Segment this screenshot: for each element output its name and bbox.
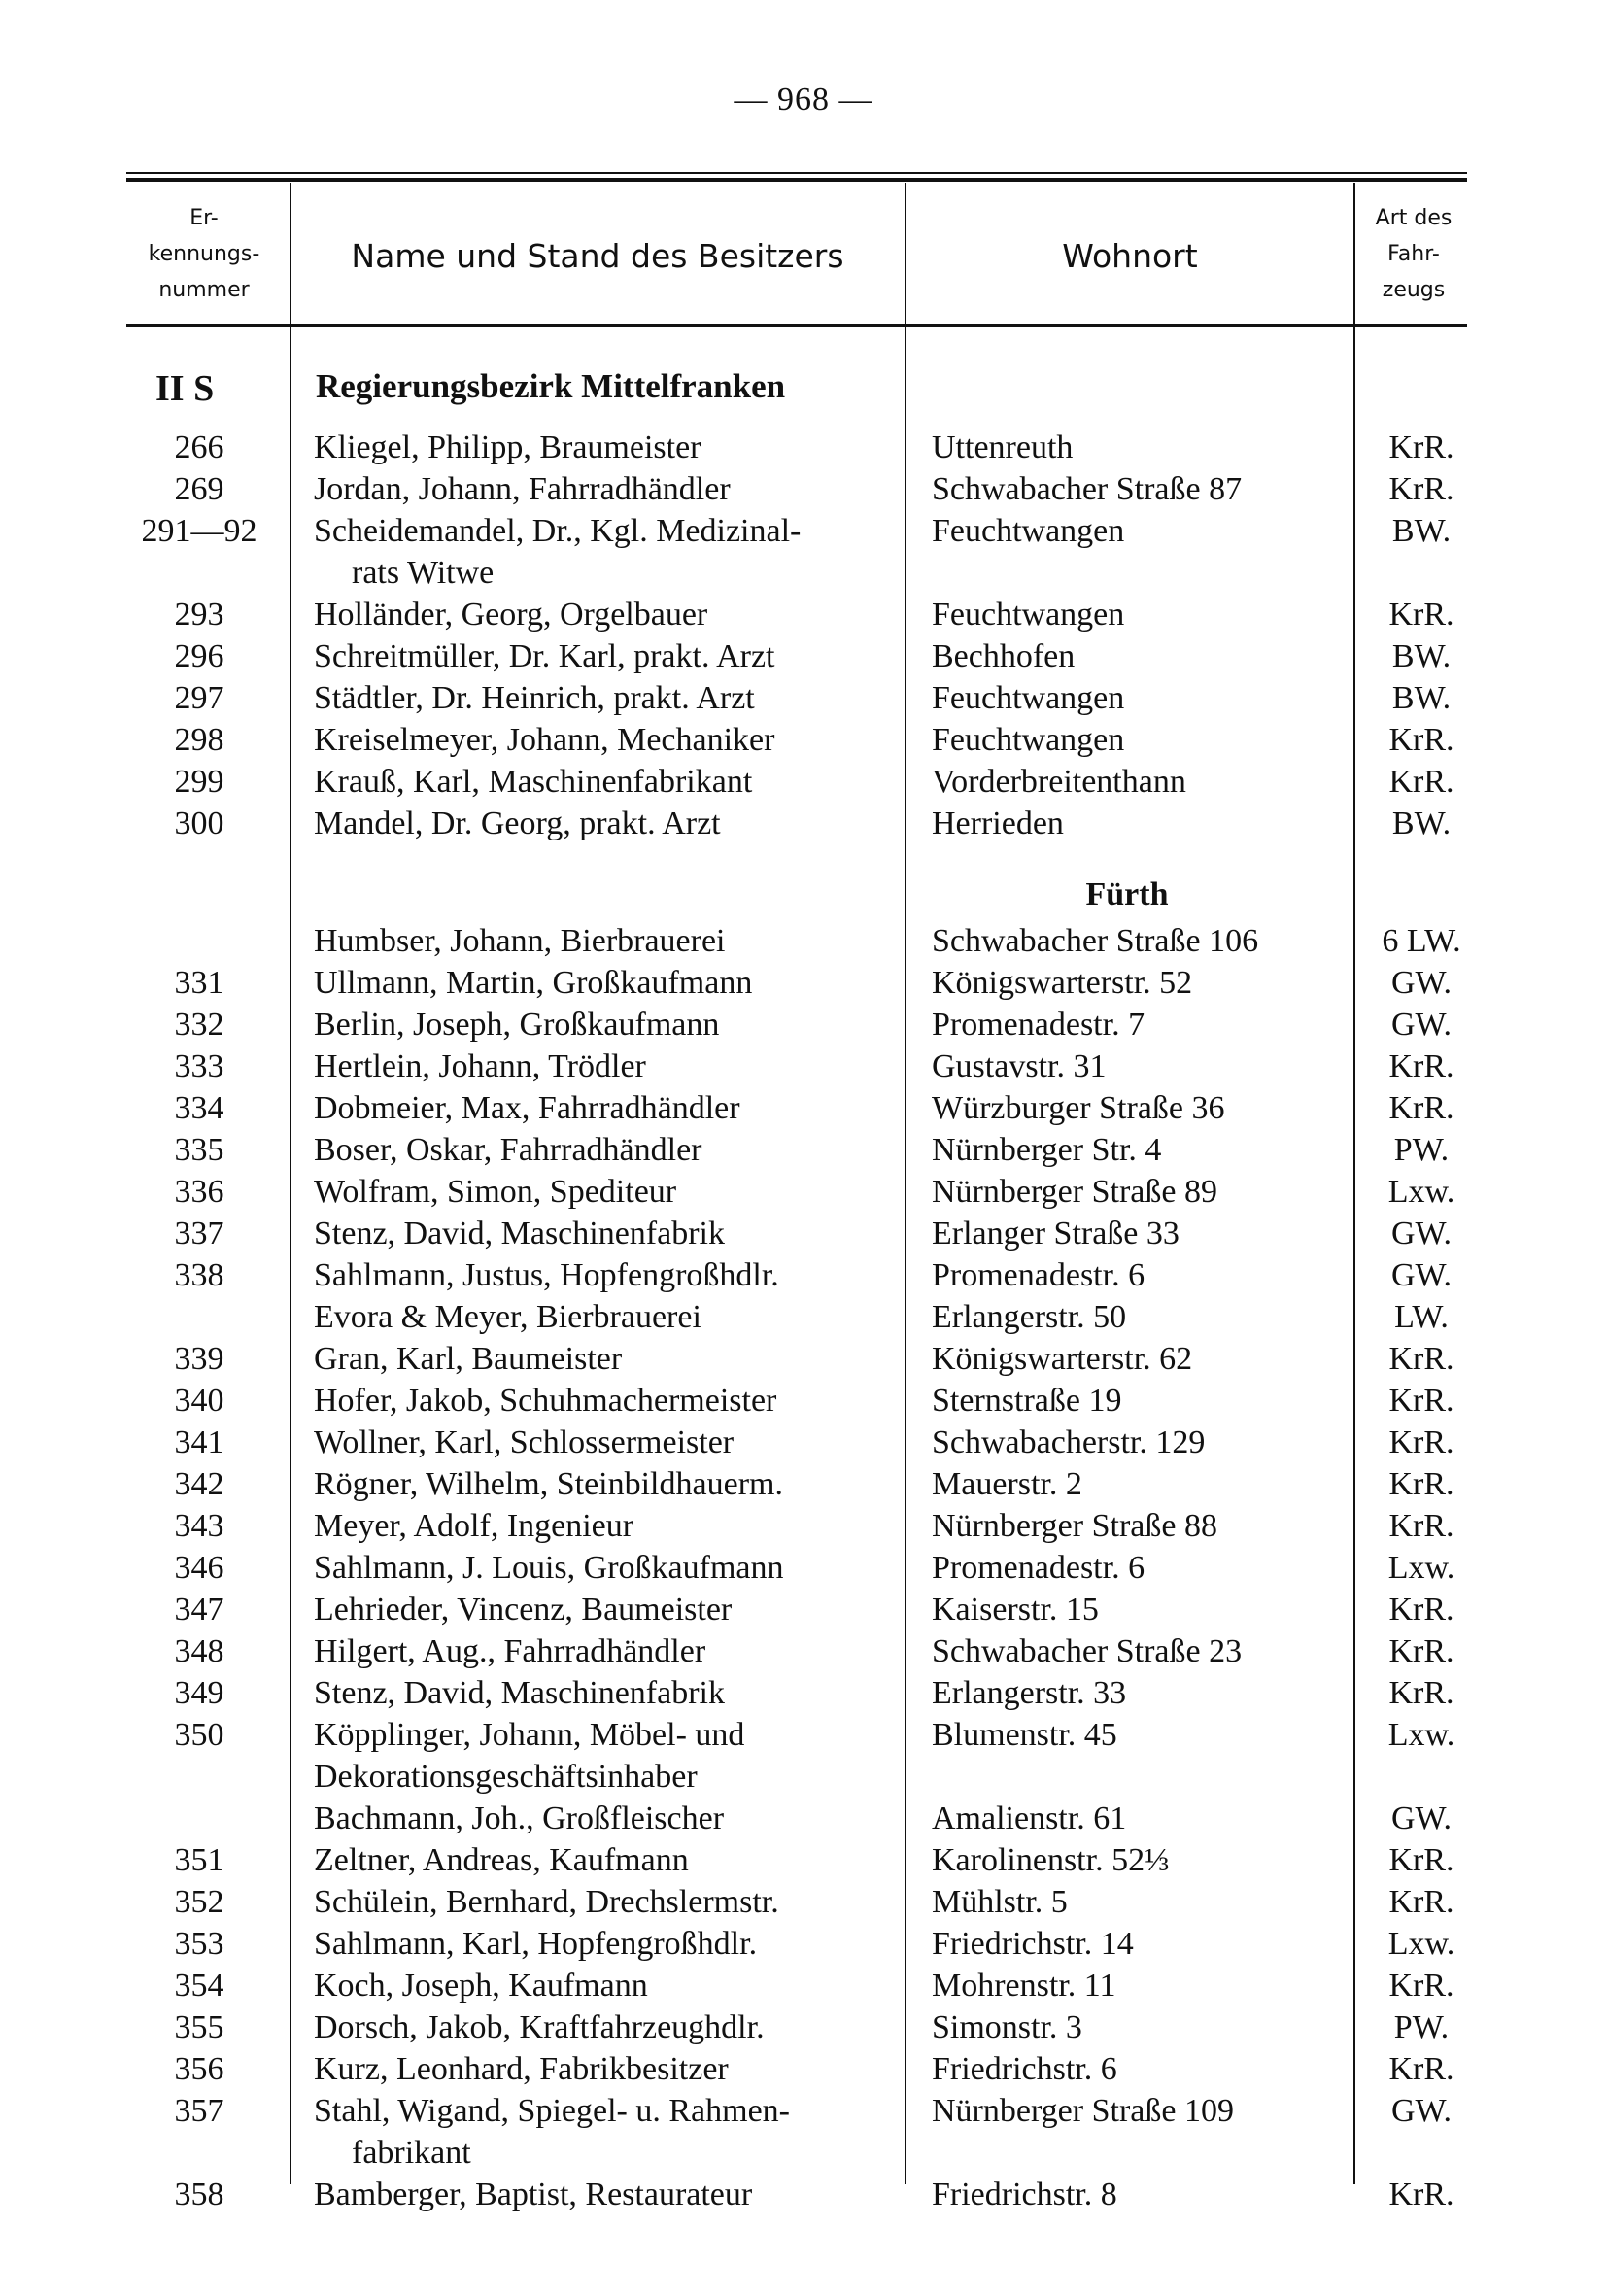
residence: Nürnberger Straße 88: [932, 1508, 1217, 1544]
owner-name: Humbser, Johann, Bierbrauerei: [314, 923, 726, 959]
vehicle-type: KrR.: [1388, 764, 1454, 800]
row-number: 355: [174, 2009, 224, 2045]
table-row: [0, 1506, 1607, 1547]
vehicle-type: LW.: [1394, 1299, 1449, 1335]
vehicle-type: KrR.: [1388, 2176, 1454, 2212]
residence: Vorderbreitenthann: [932, 764, 1186, 800]
owner-name: Köpplinger, Johann, Möbel- und: [314, 1717, 745, 1753]
row-number: 269: [174, 471, 224, 507]
residence: Sternstraße 19: [932, 1383, 1122, 1419]
table-row: [0, 1799, 1607, 1839]
row-number: 337: [174, 1216, 224, 1251]
owner-name: Rögner, Wilhelm, Steinbildhauerm.: [314, 1466, 783, 1502]
owner-name: Schreitmüller, Dr. Karl, prakt. Arzt: [314, 638, 775, 674]
owner-name: Wolfram, Simon, Spediteur: [314, 1174, 677, 1210]
residence: Schwabacher Straße 106: [932, 923, 1259, 959]
residence: Erlanger Straße 33: [932, 1216, 1180, 1251]
vehicle-type: KrR.: [1388, 1090, 1454, 1126]
row-number: 354: [174, 1968, 224, 2004]
row-number: 349: [174, 1675, 224, 1711]
owner-name: Stenz, David, Maschinenfabrik: [314, 1675, 725, 1711]
vehicle-type: GW.: [1390, 2093, 1453, 2129]
owner-name: Boser, Oskar, Fahrradhändler: [314, 1132, 702, 1168]
owner-name: fabrikant: [352, 2135, 471, 2171]
vehicle-type: KrR.: [1388, 1048, 1454, 1084]
row-number: 353: [174, 1926, 224, 1962]
city-subheading: Fürth: [1085, 876, 1169, 912]
owner-name: Dorsch, Jakob, Kraftfahrzeughdlr.: [314, 2009, 765, 2045]
row-number: 331: [174, 965, 224, 1001]
header-wohnort: Wohnort: [1062, 237, 1198, 275]
vehicle-type: KrR.: [1388, 1675, 1454, 1711]
residence: Karolinenstr. 52⅓: [932, 1842, 1170, 1878]
vehicle-type: KrR.: [1388, 722, 1454, 758]
owner-name: Hofer, Jakob, Schuhmachermeister: [314, 1383, 777, 1419]
table-row: [0, 1840, 1607, 1881]
row-number: 298: [174, 722, 224, 758]
vehicle-type: BW.: [1391, 680, 1452, 716]
residence: Kaiserstr. 15: [932, 1592, 1099, 1628]
vehicle-type: KrR.: [1388, 1341, 1454, 1377]
owner-name: Dobmeier, Max, Fahrradhändler: [314, 1090, 740, 1126]
owner-name: Evora & Meyer, Bierbrauerei: [314, 1299, 701, 1335]
owner-name: Krauß, Karl, Maschinenfabrikant: [314, 764, 753, 800]
residence: Mauerstr. 2: [932, 1466, 1082, 1502]
residence: Königswarterstr. 52: [932, 965, 1193, 1001]
row-number: 346: [174, 1550, 224, 1586]
table-row: [0, 1757, 1607, 1798]
owner-name: Bamberger, Baptist, Restaurateur: [314, 2176, 753, 2212]
row-number: 338: [174, 1257, 224, 1293]
row-number: 342: [174, 1466, 224, 1502]
residence: Nürnberger Str. 4: [932, 1132, 1162, 1168]
vehicle-type: Lxw.: [1387, 1174, 1455, 1210]
top-rule-thin: [126, 172, 1467, 174]
residence: Friedrichstr. 14: [932, 1926, 1134, 1962]
table-row: [0, 636, 1607, 677]
residence: Promenadestr. 6: [932, 1550, 1145, 1586]
table-row: [0, 469, 1607, 510]
owner-name: Städtler, Dr. Heinrich, prakt. Arzt: [314, 680, 755, 716]
header-art: Art des Fahr- zeugs: [1375, 206, 1453, 302]
section-title: Regierungsbezirk Mittelfranken: [316, 367, 786, 405]
owner-name: Meyer, Adolf, Ingenieur: [314, 1508, 634, 1544]
owner-name: Gran, Karl, Baumeister: [314, 1341, 623, 1377]
vehicle-type: GW.: [1390, 965, 1453, 1001]
vehicle-type: GW.: [1390, 1007, 1453, 1043]
row-number: 291—92: [141, 513, 257, 549]
table-row: [0, 1548, 1607, 1589]
owner-name: Sahlmann, J. Louis, Großkaufmann: [314, 1550, 784, 1586]
row-number: 351: [174, 1842, 224, 1878]
row-number: 348: [174, 1633, 224, 1669]
table-row: [0, 1381, 1607, 1422]
table-row: [0, 762, 1607, 803]
header-rule: [126, 324, 1467, 327]
row-number: 293: [174, 597, 224, 633]
residence: Schwabacherstr. 129: [932, 1424, 1206, 1460]
table-row: [0, 553, 1607, 594]
vehicle-type: BW.: [1391, 805, 1452, 841]
table-row: [0, 511, 1607, 552]
row-number: 334: [174, 1090, 224, 1126]
vehicle-type: KrR.: [1388, 1968, 1454, 2004]
owner-name: Hilgert, Aug., Fahrradhändler: [314, 1633, 706, 1669]
top-rule-thick: [126, 178, 1467, 182]
row-number: 339: [174, 1341, 224, 1377]
owner-name: Kurz, Leonhard, Fabrikbesitzer: [314, 2051, 729, 2087]
residence: Nürnberger Straße 109: [932, 2093, 1234, 2129]
section-id: II S: [155, 368, 215, 409]
row-number: 296: [174, 638, 224, 674]
residence: Blumenstr. 45: [932, 1717, 1117, 1753]
residence: Feuchtwangen: [932, 597, 1125, 633]
table-row: [0, 2091, 1607, 2132]
vehicle-type: KrR.: [1388, 1466, 1454, 1502]
table-row: [0, 1966, 1607, 2006]
owner-name: Kreiselmeyer, Johann, Mechaniker: [314, 722, 775, 758]
owner-name: Wollner, Karl, Schlossermeister: [314, 1424, 735, 1460]
vehicle-type: KrR.: [1388, 1884, 1454, 1920]
vehicle-type: KrR.: [1388, 597, 1454, 633]
owner-name: Sahlmann, Karl, Hopfengroßhdlr.: [314, 1926, 758, 1962]
vehicle-type: GW.: [1390, 1216, 1453, 1251]
vehicle-type: PW.: [1393, 2009, 1450, 2045]
vehicle-type: Lxw.: [1387, 1550, 1455, 1586]
row-number: 358: [174, 2176, 224, 2212]
owner-name: Mandel, Dr. Georg, prakt. Arzt: [314, 805, 721, 841]
vehicle-type: KrR.: [1388, 1508, 1454, 1544]
row-number: 340: [174, 1383, 224, 1419]
residence: Friedrichstr. 6: [932, 2051, 1117, 2087]
vehicle-type: KrR.: [1388, 429, 1454, 465]
table-row: [0, 1255, 1607, 1296]
residence: Erlangerstr. 50: [932, 1299, 1127, 1335]
residence: Amalienstr. 61: [932, 1800, 1127, 1836]
row-number: 333: [174, 1048, 224, 1084]
table-row: [0, 1882, 1607, 1923]
vehicle-type: PW.: [1393, 1132, 1450, 1168]
row-number: 350: [174, 1717, 224, 1753]
table-row: [0, 1172, 1607, 1213]
residence: Schwabacher Straße 87: [932, 471, 1243, 507]
owner-name: Kliegel, Philipp, Braumeister: [314, 429, 701, 465]
residence: Simonstr. 3: [932, 2009, 1082, 2045]
table-row: [0, 1046, 1607, 1087]
vehicle-type: KrR.: [1388, 1383, 1454, 1419]
residence: Friedrichstr. 8: [932, 2176, 1117, 2212]
table-row: [0, 1088, 1607, 1129]
residence: Nürnberger Straße 89: [932, 1174, 1217, 1210]
owner-name: Lehrieder, Vincenz, Baumeister: [314, 1592, 733, 1628]
table-row: [0, 2049, 1607, 2090]
residence: Feuchtwangen: [932, 513, 1125, 549]
table-row: [0, 1422, 1607, 1463]
table-row: [0, 720, 1607, 761]
owner-name: Bachmann, Joh., Großfleischer: [314, 1800, 725, 1836]
vehicle-type: BW.: [1391, 513, 1452, 549]
vehicle-type: Lxw.: [1387, 1926, 1455, 1962]
owner-name: Berlin, Joseph, Großkaufmann: [314, 1007, 720, 1043]
owner-name: Holländer, Georg, Orgelbauer: [314, 597, 708, 633]
table-row: [0, 921, 1607, 962]
table-row: [0, 1297, 1607, 1338]
row-number: 332: [174, 1007, 224, 1043]
table-row: [0, 1339, 1607, 1380]
table-row: [0, 595, 1607, 635]
row-number: 336: [174, 1174, 224, 1210]
row-number: 341: [174, 1424, 224, 1460]
residence: Erlangerstr. 33: [932, 1675, 1127, 1711]
residence: Würzburger Straße 36: [932, 1090, 1225, 1126]
vehicle-type: KrR.: [1388, 1633, 1454, 1669]
owner-name: Stenz, David, Maschinenfabrik: [314, 1216, 725, 1251]
residence: Mohrenstr. 11: [932, 1968, 1116, 2004]
table-row: [0, 2133, 1607, 2174]
owner-name: rats Witwe: [352, 555, 495, 591]
residence: Feuchtwangen: [932, 722, 1125, 758]
vehicle-type: KrR.: [1388, 1842, 1454, 1878]
residence: Königswarterstr. 62: [932, 1341, 1193, 1377]
row-number: 352: [174, 1884, 224, 1920]
owner-name: Sahlmann, Justus, Hopfengroßhdlr.: [314, 1257, 779, 1293]
residence: Feuchtwangen: [932, 680, 1125, 716]
row-number: 335: [174, 1132, 224, 1168]
table-row: [0, 1005, 1607, 1045]
table-row: [0, 1715, 1607, 1756]
page-number: — 968 —: [734, 82, 873, 118]
vehicle-type: KrR.: [1388, 1592, 1454, 1628]
vehicle-type: BW.: [1391, 638, 1452, 674]
owner-name: Scheidemandel, Dr., Kgl. Medizinal-: [314, 513, 802, 549]
vehicle-type: KrR.: [1388, 1424, 1454, 1460]
table-row: [0, 1631, 1607, 1672]
row-number: 266: [174, 429, 224, 465]
residence: Promenadestr. 6: [932, 1257, 1145, 1293]
residence: Gustavstr. 31: [932, 1048, 1107, 1084]
row-number: 297: [174, 680, 224, 716]
vehicle-type: 6 LW.: [1382, 923, 1461, 959]
owner-name: Stahl, Wigand, Spiegel- u. Rahmen-: [314, 2093, 790, 2129]
row-number: 300: [174, 805, 224, 841]
owner-name: Jordan, Johann, Fahrradhändler: [314, 471, 731, 507]
table-row: [0, 678, 1607, 719]
vehicle-type: KrR.: [1388, 471, 1454, 507]
table-row: [0, 1673, 1607, 1714]
owner-name: Koch, Joseph, Kaufmann: [314, 1968, 648, 2004]
table-row: [0, 804, 1607, 844]
table-row: [0, 428, 1607, 468]
table-row: [0, 1214, 1607, 1254]
row-number: 357: [174, 2093, 224, 2129]
table-row: [0, 1924, 1607, 1965]
residence: Bechhofen: [932, 638, 1076, 674]
row-number: 343: [174, 1508, 224, 1544]
header-nr: Er- kennungs- nummer: [148, 206, 260, 302]
row-number: 356: [174, 2051, 224, 2087]
table-row: [0, 963, 1607, 1004]
owner-name: Ullmann, Martin, Großkaufmann: [314, 965, 753, 1001]
table-row: [0, 1464, 1607, 1505]
header-name: Name und Stand des Besitzers: [351, 237, 844, 275]
owner-name: Dekorationsgeschäftsinhaber: [314, 1759, 698, 1795]
table-row: [0, 1130, 1607, 1171]
vehicle-type: Lxw.: [1387, 1717, 1455, 1753]
table-row: [0, 1590, 1607, 1630]
owner-name: Hertlein, Johann, Trödler: [314, 1048, 646, 1084]
table-row: [0, 2007, 1607, 2048]
residence: Uttenreuth: [932, 429, 1074, 465]
residence: Schwabacher Straße 23: [932, 1633, 1243, 1669]
row-number: 299: [174, 764, 224, 800]
table-row: [0, 2175, 1607, 2215]
vehicle-type: GW.: [1390, 1257, 1453, 1293]
residence: Herrieden: [932, 805, 1064, 841]
vehicle-type: KrR.: [1388, 2051, 1454, 2087]
owner-name: Zeltner, Andreas, Kaufmann: [314, 1842, 689, 1878]
residence: Promenadestr. 7: [932, 1007, 1145, 1043]
owner-name: Schülein, Bernhard, Drechslermstr.: [314, 1884, 779, 1920]
residence: Mühlstr. 5: [932, 1884, 1068, 1920]
vehicle-type: GW.: [1390, 1800, 1453, 1836]
row-number: 347: [174, 1592, 224, 1628]
